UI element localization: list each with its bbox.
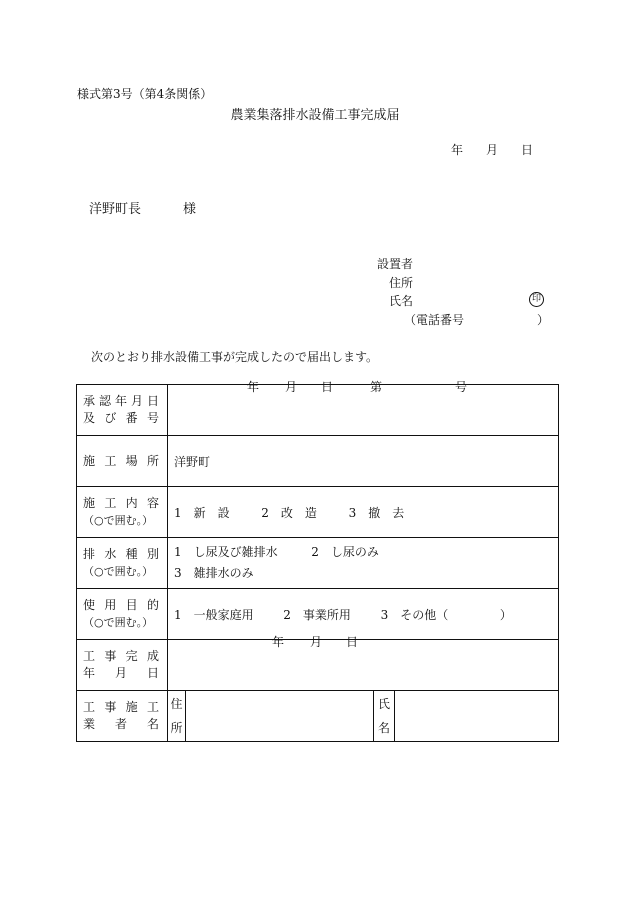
work-label-note: （○で囲む。） — [83, 514, 154, 527]
site-label — [77, 436, 168, 487]
applicant-phone-close: ） — [537, 313, 550, 327]
completion-row — [77, 640, 559, 691]
applicant-label: 設置者 — [377, 257, 414, 271]
approval-number-prefix: 第 — [370, 380, 383, 394]
use-option-other-close: ） — [499, 607, 512, 622]
contractor-address-label — [168, 691, 186, 742]
contractor-label — [77, 691, 168, 742]
form-table — [76, 380, 559, 742]
completion-label — [77, 640, 168, 691]
contractor-address-char-2: 所 — [170, 721, 183, 735]
drain-option-both[interactable]: 1 し尿及び雑排水 — [174, 545, 278, 559]
contractor-name-char-1: 氏 — [377, 697, 390, 711]
use-row — [77, 589, 559, 640]
date-year: 年 — [451, 143, 464, 157]
seal-mark: 印 — [529, 292, 544, 307]
page-title: 農業集落排水設備工事完成届 — [230, 108, 400, 123]
use-option-business[interactable]: 2 事業所用 — [283, 607, 351, 622]
contractor-row — [77, 691, 559, 742]
date-day: 日 — [521, 143, 534, 157]
approval-label-line1: 承 認 年 月 日 — [83, 394, 159, 408]
completion-day: 日 — [346, 635, 359, 649]
work-option-remove[interactable]: 3 撤 去 — [348, 505, 405, 520]
applicant-phone-label: （電話番号 — [404, 313, 465, 327]
site-row — [77, 436, 559, 487]
site-label-text: 施 工 場 所 — [83, 453, 159, 468]
approval-month: 月 — [285, 380, 298, 394]
use-label-text: 使 用 目 的 — [83, 598, 159, 612]
addressee-suffix: 様 — [183, 202, 197, 217]
contractor-name-field[interactable] — [395, 691, 559, 742]
contractor-label-line2: 業 者 名 — [83, 717, 159, 731]
work-label — [77, 487, 168, 538]
applicant-name-label: 氏名 — [389, 294, 414, 308]
addressee-name: 洋野町長 — [89, 202, 142, 217]
work-option-new[interactable]: 1 新 設 — [174, 505, 230, 520]
statement: 次のとおり排水設備工事が完成したので届出します。 — [91, 350, 379, 364]
approval-day: 日 — [321, 380, 334, 394]
completion-value[interactable] — [168, 635, 559, 691]
work-label-text: 施 工 内 容 — [83, 496, 159, 510]
completion-label-line2: 年 月 日 — [83, 666, 159, 680]
work-row — [77, 487, 559, 538]
approval-label-line2: 及 び 番 号 — [83, 411, 159, 425]
approval-number-suffix: 号 — [455, 380, 468, 394]
approval-year: 年 — [247, 380, 260, 394]
use-option-other[interactable]: 3 その他（ — [380, 607, 449, 622]
drain-option-gray[interactable]: 3 雑排水のみ — [174, 566, 254, 580]
approval-row — [77, 385, 559, 436]
use-options[interactable] — [168, 589, 559, 640]
approval-label — [77, 385, 168, 436]
form-id: 様式第3号（第4条関係） — [77, 87, 213, 101]
use-label-note: （○で囲む。） — [83, 616, 154, 629]
contractor-label-line1: 工 事 施 工 — [83, 700, 159, 714]
applicant-address-label: 住所 — [389, 276, 414, 290]
contractor-name-label — [374, 691, 395, 742]
date-month: 月 — [486, 143, 499, 157]
completion-year: 年 — [272, 635, 285, 649]
approval-value[interactable] — [168, 380, 559, 436]
drain-options[interactable] — [168, 538, 559, 589]
completion-label-line1: 工 事 完 成 — [83, 649, 159, 663]
use-option-household[interactable]: 1 一般家庭用 — [174, 607, 254, 622]
work-options[interactable] — [168, 487, 559, 538]
drain-option-night-soil[interactable]: 2 し尿のみ — [311, 545, 379, 559]
work-option-modify[interactable]: 2 改 造 — [261, 505, 317, 520]
contractor-address-field[interactable] — [186, 691, 374, 742]
use-label — [77, 589, 168, 640]
drain-label — [77, 538, 168, 589]
drain-label-note: （○で囲む。） — [83, 565, 154, 578]
contractor-name-char-2: 名 — [377, 721, 390, 735]
drain-row — [77, 538, 559, 589]
site-value[interactable]: 洋野町 — [168, 436, 559, 487]
contractor-address-char-1: 住 — [170, 697, 183, 711]
drain-label-text: 排 水 種 別 — [83, 547, 159, 561]
completion-month: 月 — [310, 635, 323, 649]
